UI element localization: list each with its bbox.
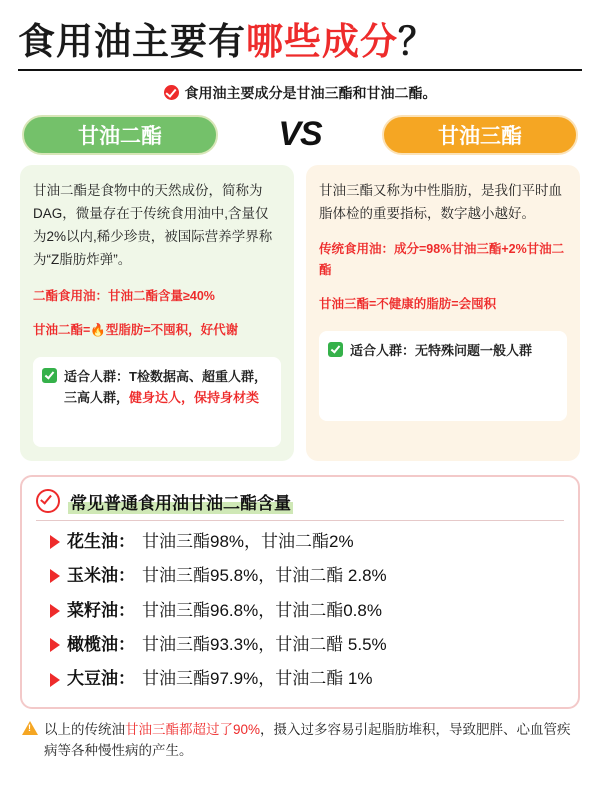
triangle-bullet-icon xyxy=(50,535,60,549)
common-oils-heading: 常见普通食用油甘油二酯含量 xyxy=(68,489,293,514)
page-title xyxy=(18,22,584,63)
oil-value: 甘油三酯95.8%，甘油二酯 2.8% xyxy=(142,566,387,586)
common-oils-divider xyxy=(36,520,564,521)
oil-name: 花生油： xyxy=(67,531,135,551)
list-item xyxy=(50,628,564,662)
oil-list xyxy=(36,525,564,697)
oil-value: 甘油三酯98%，甘油二酯2% xyxy=(142,531,354,551)
list-item xyxy=(50,559,564,593)
pill-triglyceride: 甘油三酯 xyxy=(382,115,578,155)
pill-diglyceride: 甘油二酯 xyxy=(22,115,218,155)
comparison-header xyxy=(22,115,578,155)
check-circle-icon xyxy=(164,85,179,100)
list-item xyxy=(50,662,564,696)
diglyceride-suitable-box xyxy=(33,357,281,447)
column-diglyceride xyxy=(20,165,294,461)
column-triglyceride xyxy=(306,165,580,461)
triglyceride-suitable-label: 适合人群： xyxy=(350,343,416,358)
triglyceride-description: 甘油三酯又称为中性脂肪，是我们平时血脂体检的重要指标，数字越小越好。 xyxy=(319,182,562,221)
green-check-icon xyxy=(42,368,57,383)
oil-name: 大豆油： xyxy=(67,669,135,689)
footer-note xyxy=(22,719,578,762)
oil-name: 玉米油： xyxy=(67,566,135,586)
ring-check-icon xyxy=(36,489,60,513)
triangle-bullet-icon xyxy=(50,638,60,652)
triangle-bullet-icon xyxy=(50,569,60,583)
oil-name: 橄榄油： xyxy=(67,634,135,654)
triglyceride-suitable-body: 无特殊问题一般人群 xyxy=(415,343,533,358)
footer-text-after: ，摄入过多容易引起脂肪堆积，导致肥胖、心血管疾病等各种慢性病的产生。 xyxy=(44,721,571,759)
oil-value: 甘油三酯97.9%，甘油二酯 1% xyxy=(142,669,373,689)
page-title-highlight: 哪些成分 xyxy=(246,21,398,62)
footer-text-before: 以上的传统油 xyxy=(44,721,125,737)
diglyceride-description: 甘油二酯是食物中的天然成份，简称为DAG，微量存在于传统食用油中,含量仅为2%以内,稀少珍贵，被国际营养学界称为“Z脂肪炸弹”。 xyxy=(33,182,273,268)
diglyceride-note-content: 二酯食用油：甘油二酯含量≥40% xyxy=(33,288,215,303)
diglyceride-suitable-body: T检数据高、超重人群，三高人群， xyxy=(64,368,267,405)
triglyceride-suitable-box xyxy=(319,331,567,421)
vs-label: VS xyxy=(278,115,322,154)
oil-name: 菜籽油： xyxy=(67,600,135,620)
comparison-columns xyxy=(20,165,580,461)
footer-text xyxy=(44,719,578,762)
common-oils-panel xyxy=(20,475,580,709)
page-title-part2: ？ xyxy=(398,21,436,62)
subtitle-text: 食用油主要成分是甘油三酯和甘油二酯。 xyxy=(184,84,437,101)
warning-triangle-icon xyxy=(22,721,38,735)
triangle-bullet-icon xyxy=(50,604,60,618)
diglyceride-suitable-text xyxy=(64,366,272,408)
triglyceride-suitable-text xyxy=(350,340,532,361)
page-title-part1: 食用油主要有 xyxy=(18,21,246,62)
list-item xyxy=(50,525,564,559)
oil-value: 甘油三酯93.3%，甘油二醋 5.5% xyxy=(142,634,387,654)
oil-value: 甘油三酯96.8%，甘油二酯0.8% xyxy=(142,600,382,620)
diglyceride-note-metabolism: 甘油二酯=🔥型脂肪=不囤积，好代谢 xyxy=(33,323,239,338)
triglyceride-note-content: 传统食用油：成分=98%甘油三酯+2%甘油二酯 xyxy=(319,242,565,277)
diglyceride-suitable-label: 适合人群： xyxy=(64,368,130,384)
common-oils-header xyxy=(36,489,564,514)
diglyceride-suitable-highlight: 健身达人，保持身材类 xyxy=(129,389,260,405)
subtitle-row xyxy=(16,83,584,103)
triangle-bullet-icon xyxy=(50,673,60,687)
footer-text-highlight: 甘油三酯都超过了90% xyxy=(125,721,261,737)
title-divider xyxy=(18,69,582,71)
green-check-icon xyxy=(328,342,343,357)
triglyceride-note-fat: 甘油三酯=不健康的脂肪=会囤积 xyxy=(319,297,497,312)
list-item xyxy=(50,594,564,628)
